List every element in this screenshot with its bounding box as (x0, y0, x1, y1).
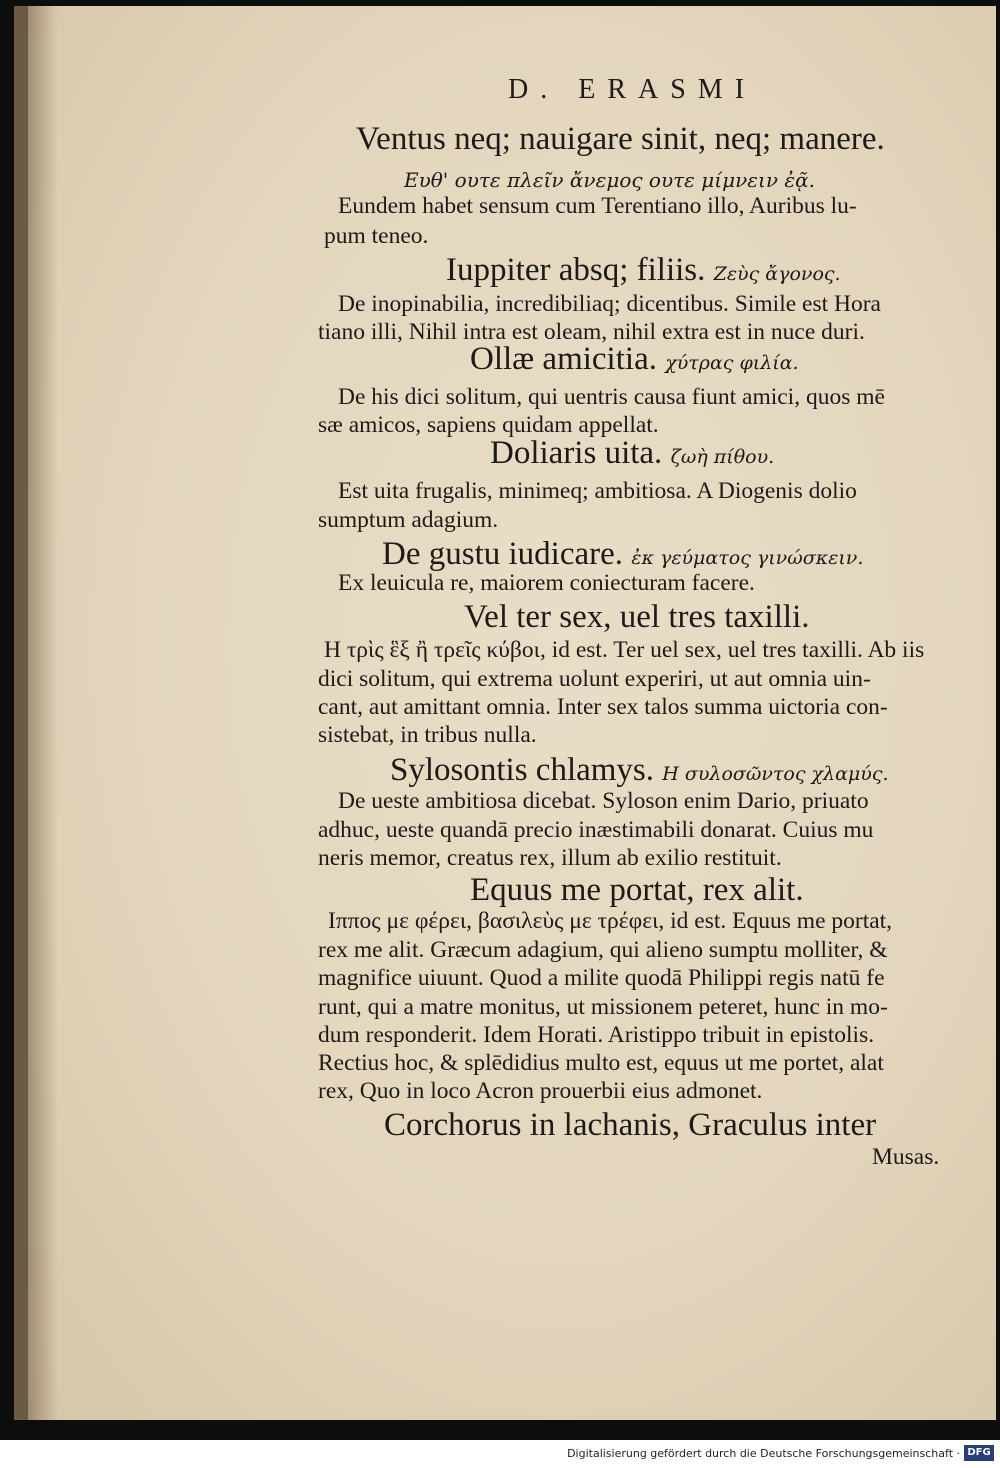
book-page (14, 6, 996, 1420)
greek-gloss: Ζεὺς ἄγονος. (713, 263, 841, 285)
entry-line: dum responderit. Idem Horati. Aristippo tribuit in epistolis. (318, 1022, 875, 1048)
entry-heading: Ollæ amicitia. χύτρας φιλία. (470, 341, 799, 377)
greek-line: Ευθ' ουτε πλεῖν ἄνεμος ουτε μίμνειν ἐᾷ. (404, 168, 815, 192)
greek-gloss: ἐκ γεύματος γινώσκειν. (631, 547, 864, 569)
entry-line: Η τρὶς ἓξ ἢ τρεῖς κύβοι, id est. Ter uel sex, uel tres taxilli. Ab iis (324, 637, 925, 663)
entry-line: De his dici solitum, qui uentris causa fiunt amici, quos mē (338, 384, 885, 410)
entry-line: sistebat, in tribus nulla. (318, 722, 537, 748)
running-head: D. ERASMI (508, 74, 757, 105)
entry-line: tiano illi, Nihil intra est oleam, nihil extra est in nuce duri. (318, 319, 865, 345)
greek-gloss: Η συλοσῶντος χλαμύς. (662, 763, 889, 785)
entry-heading: Sylosontis chlamys. Η συλοσῶντος χλαμύς. (390, 752, 889, 788)
entry-line: rex, Quo in loco Acron prouerbii eius admonet. (318, 1078, 763, 1104)
entry-line: rex me alit. Græcum adagium, qui alieno sumptu molliter, & (318, 937, 888, 963)
entry-line: Ιππος με φέρει, βασιλεὺς με τρέφει, id est. Equus me portat, (328, 908, 893, 934)
entry-heading: Doliaris uita. ζωὴ πίθου. (490, 435, 775, 471)
greek-gloss: ζωὴ πίθου. (670, 446, 775, 468)
entry-heading: Corchorus in lachanis, Graculus inter (384, 1107, 877, 1143)
entry-line: Rectius hoc, & splēdidius multo est, equus ut me portet, alat (318, 1050, 884, 1076)
page-text (28, 6, 996, 1420)
entry-line: sæ amicos, sapiens quidam appellat. (318, 412, 659, 438)
funding-credit: Digitalisierung gefördert durch die Deutsche Forschungsgemeinschaft · (567, 1447, 960, 1460)
entry-heading: De gustu iudicare. ἐκ γεύματος γινώσκειν. (382, 536, 864, 572)
entry-heading: Ventus neq; nauigare sinit, neq; manere. (356, 121, 885, 157)
entry-line: Est uita frugalis, minimeq; ambitiosa. A Diogenis dolio (338, 478, 857, 504)
entry-heading: Iuppiter absq; filiis. Ζεὺς ἄγονος. (446, 252, 841, 288)
entry-line: De ueste ambitiosa dicebat. Syloson enim Dario, priuato (338, 788, 869, 814)
greek-gloss: χύτρας φιλία. (665, 352, 799, 374)
footer-bar (0, 1440, 1000, 1468)
entry-line: Musas. (872, 1144, 940, 1170)
entry-line: sumptum adagium. (318, 507, 499, 533)
entry-line: magnifice uiuunt. Quod a milite quodā Philippi regis natū fe (318, 965, 885, 991)
entry-line: pum teneo. (324, 223, 429, 249)
entry-line: runt, qui a matre monitus, ut missionem peteret, hunc in mo- (318, 994, 888, 1020)
entry-line: Eundem habet sensum cum Terentiano illo, Auribus lu- (338, 193, 857, 219)
entry-heading: Equus me portat, rex alit. (470, 872, 804, 908)
entry-line: adhuc, ueste quandā precio inæstimabili donarat. Cuius mu (318, 817, 874, 843)
entry-line: dici solitum, qui extrema uolunt experiri, ut aut omnia uin- (318, 666, 871, 692)
entry-line: neris memor, creatus rex, illum ab exilio restituit. (318, 845, 782, 871)
entry-line: De inopinabilia, incredibiliaq; dicentibus. Simile est Hora (338, 291, 881, 317)
entry-line: cant, aut amittant omnia. Inter sex talos summa uictoria con- (318, 694, 888, 720)
dfg-logo: DFG (964, 1445, 994, 1461)
entry-line: Ex leuicula re, maiorem coniecturam facere. (338, 570, 755, 596)
entry-heading: Vel ter sex, uel tres taxilli. (464, 599, 810, 635)
